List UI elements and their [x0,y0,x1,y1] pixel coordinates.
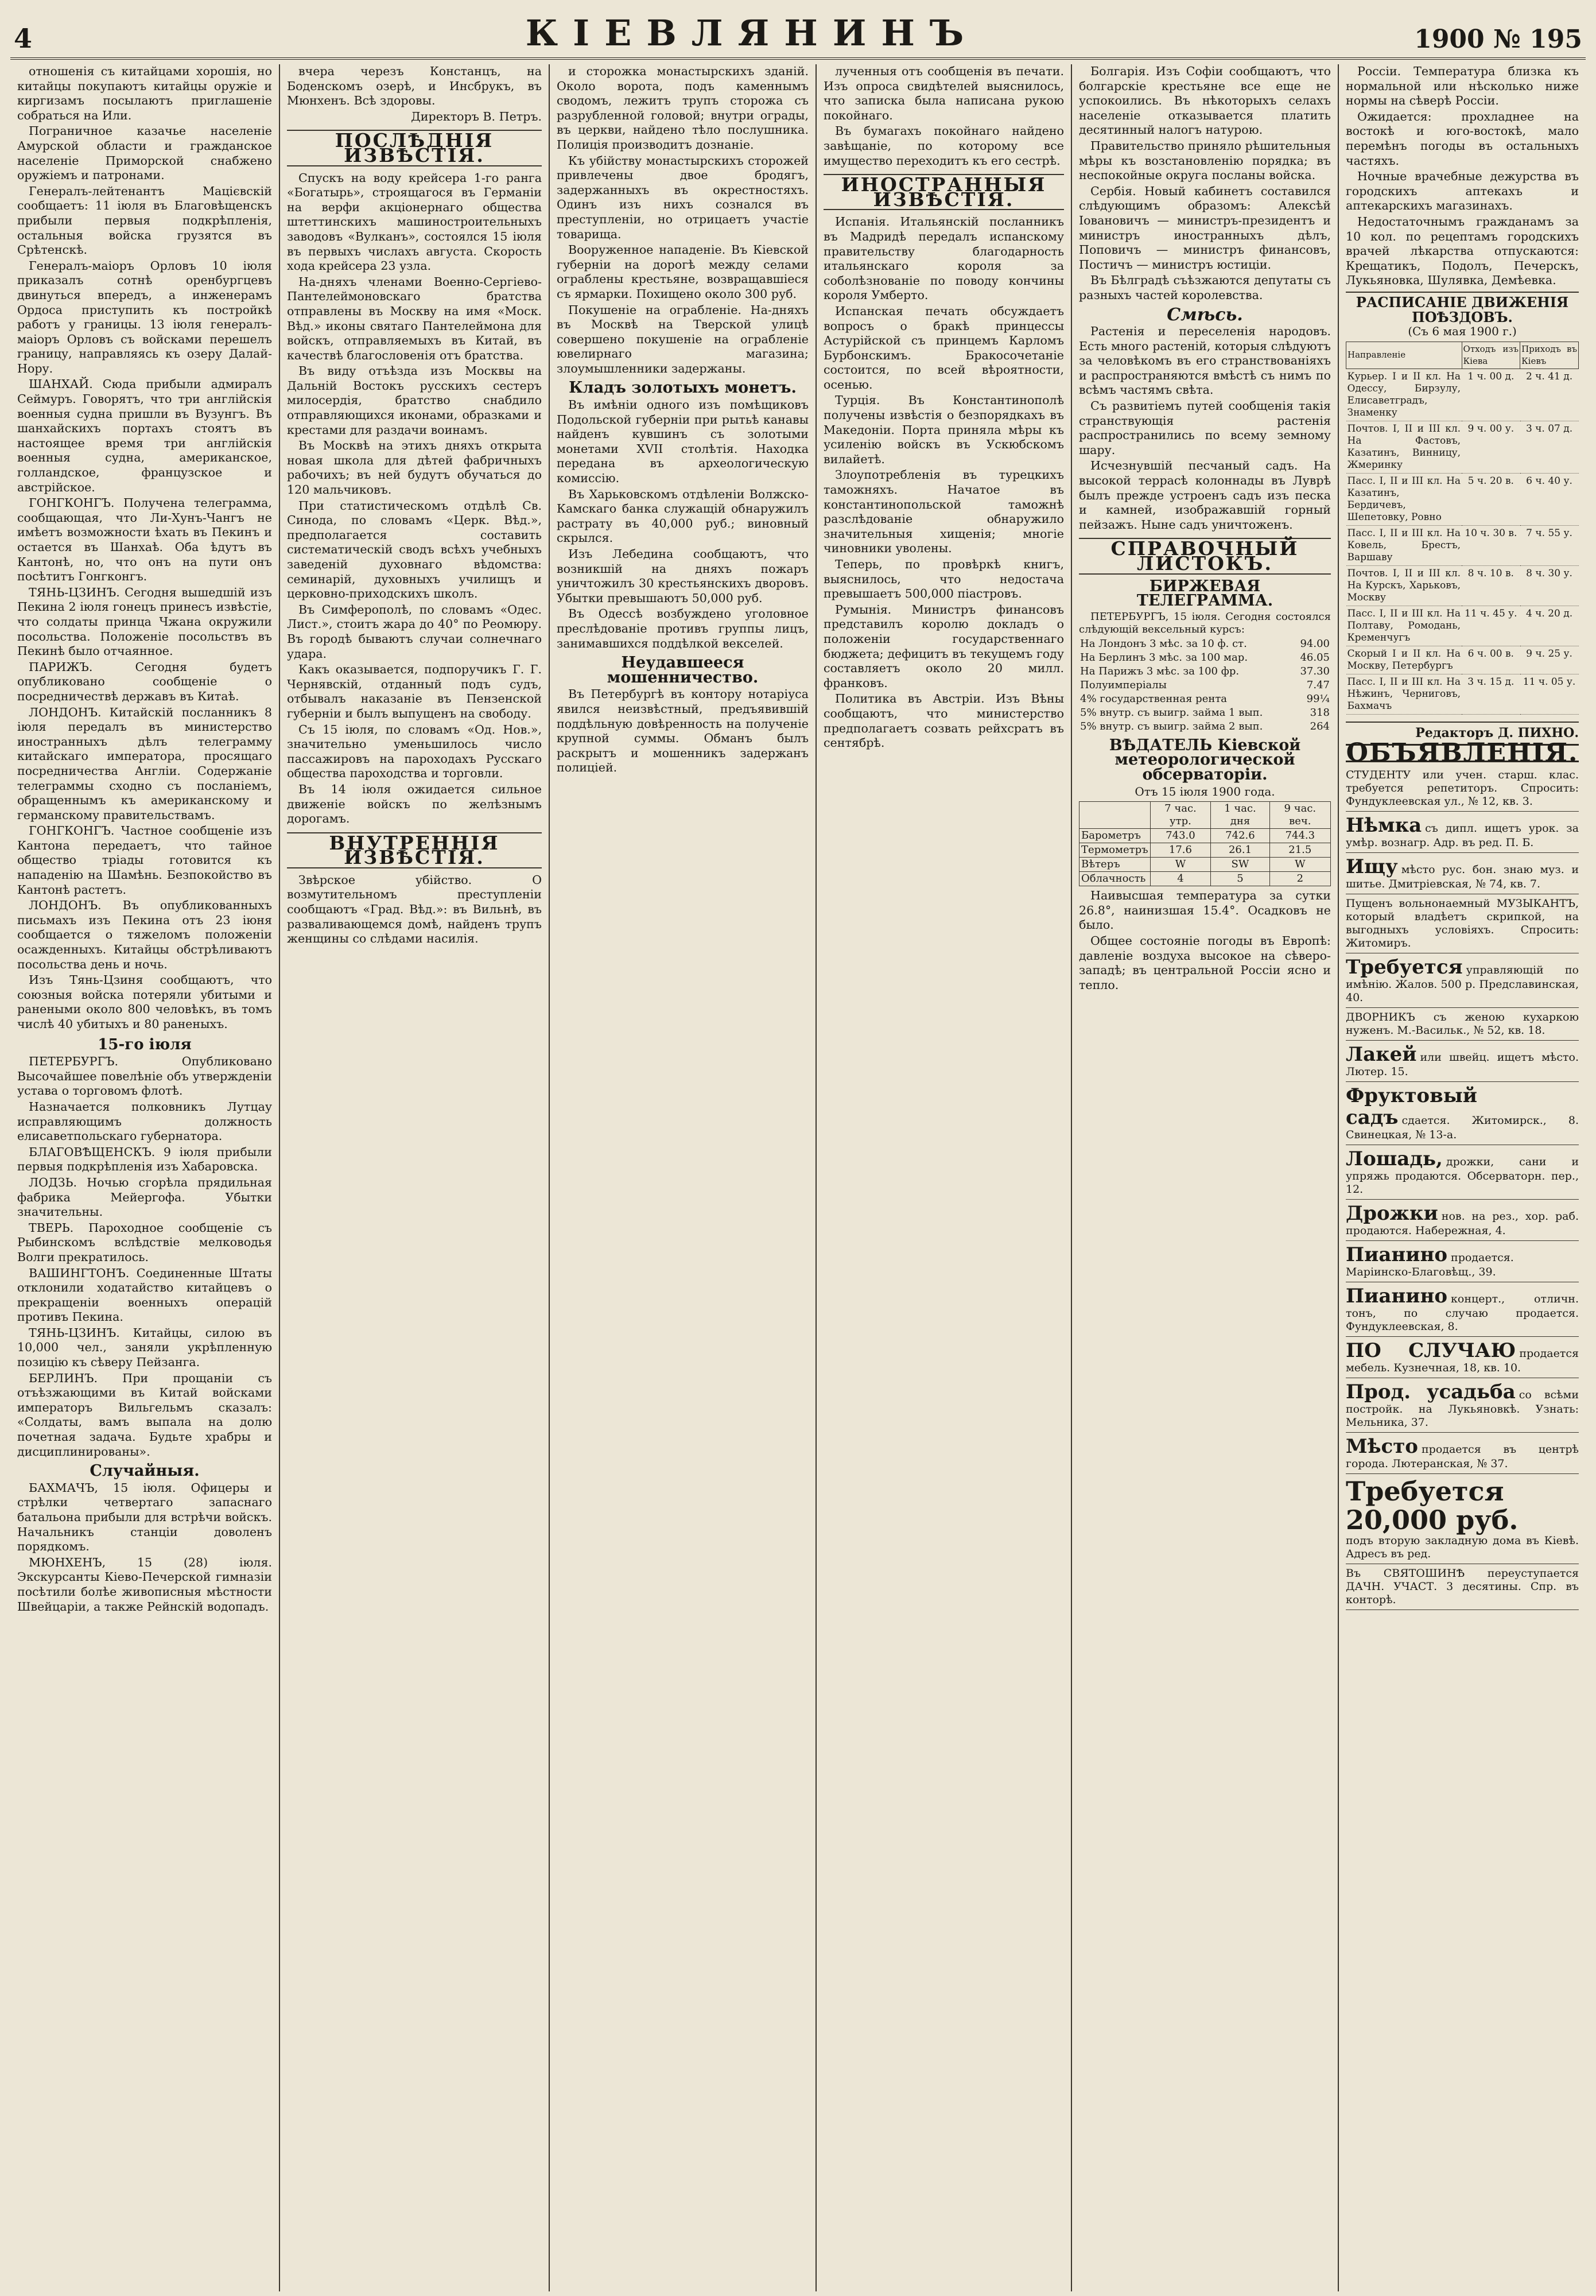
exchange-item: 4% государственная рента [1080,692,1228,705]
departure-time: 8 ч. 10 в. [1462,565,1520,606]
article-paragraph: Въ Симферополѣ, по словамъ «Одес. Лист.», стоитъ жара до 40° по Реомюру. Въ городѣ бываютъ случаи солнечнаго удара. [287,602,542,661]
article-paragraph: Въ Петербургѣ въ контору нотаріуса явился неизвѣстный, предъявившій поддѣльную довѣренность на полученіе крупной суммы. Обманъ былъ раскрытъ и мошенникъ задержанъ полиціей. [557,687,809,775]
ad-text: или швейц. ищетъ мѣсто. Лютер. 15. [1346,1050,1579,1078]
train-route: Пасс. I, II и III кл. На Нѣжинъ, Черниговъ, Бахмачъ [1346,674,1462,714]
col4-articles-top [824,64,1064,168]
classified-ad [1346,1337,1579,1378]
arrival-time: 8 ч. 30 у. [1520,565,1579,606]
subheading-treasure: Кладъ золотыхъ монетъ. [569,379,797,397]
timetable-row [1346,606,1579,646]
ad-headline: Лакей [1346,1042,1417,1066]
weather-value: 2 [1269,872,1330,886]
exchange-rate: 264 [1310,720,1330,732]
column-2 [280,64,550,2291]
exchange-rate: 318 [1310,706,1330,719]
timetable-row [1346,369,1579,421]
timetable-col-header: Направленіе [1346,342,1462,369]
timetable-row [1346,674,1579,714]
arrival-time: 3 ч. 07 д. [1520,421,1579,473]
article-paragraph: Турція. Въ Константинополѣ получены извѣстія о безпорядкахъ въ Македоніи. Порта приняла мѣры къ усиленію войскъ въ Ускюбскомъ вилайетѣ. [824,393,1064,466]
weather-table [1079,801,1331,886]
departure-time: 10 ч. 30 в. [1462,525,1520,565]
classified-ad [1346,1433,1579,1474]
article-paragraph: ЛОДЗЬ. Ночью сгорѣла прядильная фабрика Мейергофа. Убытки значительны. [17,1175,272,1219]
col1-articles [17,64,272,1032]
col2-domestic [287,873,542,947]
exchange-row [1079,720,1331,734]
train-timetable [1346,342,1579,715]
article-paragraph: ВАШИНГТОНЪ. Соединенные Штаты отклонили ходатайство китайцевъ о прекращеніи военныхъ операцій противъ Пекина. [17,1266,272,1324]
train-route: Пасс. I, II и III кл. На Полтаву, Ромодань, Кременчугъ [1346,606,1462,646]
article-paragraph: Испанія. Итальянскій посланникъ въ Мадридѣ передалъ испанскому правительству благодарность итальянскаго короля за соболѣзнованіе по поводу кончины короля Умберто. [824,215,1064,302]
signature: Директоръ В. Петръ. [411,109,542,123]
exchange-item: Полуимперіалы [1080,678,1167,691]
article-text: вчера черезъ Констанцъ, на Боденскомъ озерѣ, и Инсбрукъ, въ Мюнхенъ. Всѣ здоровы. [287,64,542,108]
article-paragraph: Къ убійству монастырскихъ сторожей привлечены двое бродягъ, задержанныхъ въ окрестностяхъ. Одинъ изъ нихъ сознался въ преступленіи, но отрицаетъ участіе товарища. [557,153,809,241]
col1-telegrams [17,1054,272,1459]
article-paragraph: Въ бумагахъ покойнаго найдено завѣщаніе, по которому все имущество переходитъ къ его сестрѣ. [824,124,1064,168]
issue-number: 1900 № 195 [1414,25,1582,54]
article-paragraph: Исчезнувшій песчаный садъ. На высокой террасѣ колоннады въ Луврѣ былъ прежде устроенъ садъ изъ песка и камней, изображавшій горный пейзажъ. Ныне садъ уничтоженъ. [1079,459,1331,532]
article-paragraph: Политика въ Австріи. Изъ Вѣны сообщаютъ, что министерство предполагаетъ созвать рейхсратъ въ сентябрѣ. [824,692,1064,750]
ad-text: СТУДЕНТУ или учен. старш. клас. требуется репетиторъ. Спросить: Фундуклеевская ул., № 12, кв. 3. [1346,768,1579,808]
exchange-row [1079,665,1331,678]
exchange-item: 5% внутр. съ выигр. займа 2 вып. [1080,720,1263,732]
weather-value: 743.0 [1150,829,1211,843]
ad-headline: Фруктовый садъ [1346,1084,1478,1129]
article-paragraph: На-дняхъ членами Военно-Сергіево-Пантелеймоновскаго братства отправлены въ Москву на имя «Моск. Вѣд.» иконы святаго Пантелеймона для войскъ, отправляемыхъ въ Китай, въ качествѣ благословенія отъ братства. [287,274,542,362]
train-route: Курьер. I и II кл. На Одессу, Бирзулу, Елисаветградъ, Знаменку [1346,369,1462,421]
editor-signature: Редакторъ Д. ПИХНО. [1346,722,1579,741]
section-heading-sluchainye: Случайныя. [90,1462,200,1480]
article-paragraph: Болгарія. Изъ Софіи сообщаютъ, что болгарскіе крестьяне все еще не успокоились. Въ нѣкоторыхъ селахъ населеніе отказывается платить десятинный налогъ натурою. [1079,64,1331,137]
article-paragraph: Съ 15 іюля, по словамъ «Од. Нов.», значительно уменьшилось число пассажировъ на пароходахъ Русскаго общества пароходства и торговли. [287,722,542,781]
article-paragraph: Какъ оказывается, подпоручикъ Г. Г. Чернявскій, отданный подъ судъ, отбывалъ наказаніе въ Пензенской губерніи и былъ выпущенъ на свободу. [287,662,542,720]
ad-headline: Мѣсто [1346,1434,1418,1458]
ad-headline: Ищу [1346,855,1398,878]
weather-param: Облачность [1079,872,1151,886]
section-heading-domestic-news: ВНУТРЕННІЯ ИЗВѢСТІЯ. [287,832,542,868]
ad-text: ДВОРНИКЪ съ женою кухаркою нуженъ. М.-Васильк., № 52, кв. 18. [1346,1010,1579,1037]
timetable-row [1346,473,1579,525]
article-paragraph: Наивысшая температура за сутки 26.8°, наинизшая 15.4°. Осадковъ не было. [1079,889,1331,932]
article-paragraph: ШАНХАЙ. Сюда прибыли адмиралъ Сеймуръ. Говорятъ, что три англійскія военныя судна пришли въ Вузунгъ. Въ шанхайскихъ портахъ стоятъ въ настоящее время три англійскія военныя судна, американское, голландское, французское и австрійское. [17,377,272,494]
ad-dacha: Въ СВЯТОШИНѢ переуступается ДАЧН. УЧАСТ. 3 десятины. Спр. въ конторѣ. [1346,1564,1579,1610]
weather-param: Вѣтеръ [1079,858,1151,872]
arrival-time: 9 ч. 25 у. [1520,646,1579,674]
article-paragraph: ТЯНЬ-ЦЗИНЪ. Сегодня вышедшій изъ Пекина 2 іюля гонецъ принесъ извѣстіе, что солдаты принца Чжана окружили посольства. Положеніе посольствъ въ Пекинѣ было отчаянное. [17,585,272,658]
ad-headline: Требуется [1346,955,1463,979]
departure-time: 1 ч. 00 д. [1462,369,1520,421]
article-paragraph: и сторожка монастырскихъ зданій. Около ворота, подъ каменнымъ сводомъ, лежитъ трупъ сторожа съ разрубленной головой; внутри ограды, въ церкви, найдено тѣло послушника. Полиція производитъ дознаніе. [557,64,809,152]
column-1 [10,64,280,2291]
weather-col-header: 1 час. дня [1211,802,1269,829]
masthead [10,9,1586,60]
ad-text: управляющій по имѣнію. Жалов. 500 р. Предславинская, 40. [1346,963,1579,1004]
ad-text: концерт., отличн. тонъ, по случаю продается. Фундуклеевская, 8. [1346,1292,1579,1333]
article-paragraph: Въ имѣніи одного изъ помѣщиковъ Подольской губерніи при рытьѣ канавы найденъ кувшинъ съ золотыми монетами XVII столѣтія. Находка передана въ археологическую комиссію. [557,398,809,486]
exchange-table [1079,637,1331,734]
classified-ad [1346,894,1579,953]
article-paragraph: Румынія. Министръ финансовъ представилъ королю докладъ о положеніи государственнаго бюджета; дефицитъ въ текущемъ году составляетъ около 20 милл. франковъ. [824,602,1064,690]
ad-loan-headline: Требуется 20,000 руб. [1346,1475,1519,1535]
col6-pharmacy [1346,169,1579,288]
ad-text: со всѣми постройк. на Лукьяновкѣ. Узнать: Мельника, 37. [1346,1388,1579,1429]
col5-weather-notes [1079,889,1331,992]
weather-col-header: 7 час. утр. [1150,802,1211,829]
timetable-title: РАСПИСАНІЕ ДВИЖЕНІЯ ПОѢЗДОВЪ. [1346,292,1579,324]
classified-ad [1346,1282,1579,1337]
ad-text: съ дипл. ищетъ урок. за умѣр. вознагр. Адр. въ ред. П. Б. [1346,821,1579,849]
col2-articles [287,171,542,827]
article-paragraph: Изъ Тянь-Цзиня сообщаютъ, что союзныя войска потеряли убитыми и ранеными около 800 человѣкъ, въ томъ числѣ 40 убитыхъ и 80 раненыхъ. [17,973,272,1031]
exchange-row [1079,637,1331,651]
exchange-item: На Лондонъ 3 мѣс. за 10 ф. ст. [1080,637,1247,650]
train-route: Скорый I и II кл. На Москву, Петербургъ [1346,646,1462,674]
weather-value: 744.3 [1269,829,1330,843]
arrival-time: 7 ч. 55 у. [1520,525,1579,565]
article-paragraph: ЛОНДОНЪ. Въ опубликованныхъ письмахъ изъ Пекина отъ 23 іюня сообщается о тяжеломъ положеніи осажденныхъ. Китайцы обстрѣливаютъ посольства день и ночь. [17,898,272,971]
article-paragraph: лученныя отъ сообщенія въ печати. Изъ опроса свидѣтелей выяснилось, что записка была написана рукою покойнаго. [824,64,1064,122]
observatory-date: Отъ 15 іюля 1900 года. [1135,784,1275,798]
timetable-subtitle: (Съ 6 мая 1900 г.) [1408,324,1517,339]
ad-headline: ПО СЛУЧАЮ [1346,1339,1516,1362]
col1-sluchainye [17,1481,272,1614]
exchange-item: 5% внутр. съ выигр. займа 1 вып. [1080,706,1263,719]
col3-articles-b [557,398,809,651]
ad-text: продается мебель. Кузнечная, 18, кв. 10. [1346,1347,1579,1374]
weather-col-header: 9 час. веч. [1269,802,1330,829]
article-paragraph: Вооруженное нападеніе. Въ Кіевской губерніи на дорогѣ между селами ограблены крестьяне, возвращавшіеся съ ярмарки. Похищено около 300 руб. [557,243,809,301]
article-paragraph: Сербія. Новый кабинетъ составился слѣдующимъ образомъ: Алексѣй Іовановичъ — министръ-президентъ и министръ иностранныхъ дѣлъ, Поповичъ — министръ финансовъ, Постичъ — министръ юстиціи. [1079,184,1331,272]
ad-text: нов. на рез., хор. раб. продаются. Набережная, 4. [1346,1209,1579,1237]
subheading-observatory: ВѢДАТЕЛЬ Кіевской метеорологической обсерваторіи. [1109,736,1301,784]
article-paragraph: Въ 14 іюля ожидается сильное движеніе войскъ по желѣзнымъ дорогамъ. [287,782,542,826]
article-paragraph: Спускъ на воду крейсера 1-го ранга «Богатырь», строящагося въ Германіи на верфи акціонернаго общества штеттинскихъ машиностроительныхъ заводовъ «Вулканъ», состоялся 15 іюля въ первыхъ числахъ августа. Скорость хода крейсера 23 узла. [287,170,542,273]
weather-col-header [1079,802,1151,829]
weather-value: 17.6 [1150,843,1211,858]
train-route: Пасс. I, II и III кл. На Казатинъ, Бердичевъ, Шепетовку, Ровно [1346,473,1462,525]
ad-headline: Лошадь, [1346,1147,1443,1170]
article-paragraph: Съ развитіемъ путей сообщенія такія странствующія растенія распространились по всему земному шару. [1079,399,1331,457]
article-paragraph: БЕРЛИНЪ. При прощаніи съ отъѣзжающими въ Китай войсками императоръ Вильгельмъ сказалъ: «Солдаты, вамъ выпала на долю почетная задача. Будьте храбры и дисциплинированы». [17,1371,272,1459]
exchange-rate: 46.05 [1300,651,1330,664]
classified-ad [1346,1041,1579,1082]
weather-row [1079,829,1331,843]
col5-smes [1079,324,1331,532]
column-5 [1072,64,1339,2291]
exchange-rate: 99¼ [1306,692,1330,705]
article-paragraph: Испанская печать обсуждаетъ вопросъ о бракѣ принцессы Астурійской съ принцемъ Карломъ Бурбонскимъ. Бракосочетаніе состоится, по всей вѣроятности, осенью. [824,304,1064,391]
ad-loan [1346,1474,1579,1564]
classified-ad [1346,1241,1579,1282]
column-3 [550,64,817,2291]
col4-articles [824,215,1064,750]
col3-articles [557,64,809,376]
article-paragraph: Звѣрское убійство. О возмутительномъ преступленіи сообщаютъ «Град. Вѣд.»: въ Вильнѣ, въ разваливающемся домѣ, найденъ трупъ женщины со слѣдами насилія. [287,872,542,946]
classified-ad [1346,953,1579,1008]
subheading-fraud: Неудавшееся мошенничество. [607,654,759,687]
timetable-row [1346,646,1579,674]
article-paragraph: Теперь, по провѣркѣ книгъ, выяснилось, что недостача превышаетъ 500,000 піастровъ. [824,557,1064,601]
article-paragraph: Въ Бѣлградѣ съѣзжаются депутаты съ разныхъ частей королевства. [1079,273,1331,302]
article-paragraph: Генералъ-маіоръ Орловъ 10 іюля приказалъ сотнѣ оренбургцевъ двинуться впередъ, а инженерамъ Ордоса приступить къ постройкѣ работъ у границы. 13 іюля генералъ-маіоръ Орловъ съ войсками перешелъ границу, направляясь къ озеру Далай-Нору. [17,258,272,375]
ad-headline: Прод. усадьба [1346,1380,1516,1403]
weather-param: Барометръ [1079,829,1151,843]
article-paragraph: Въ виду отъѣзда изъ Москвы на Дальній Востокъ русскихъ сестеръ милосердія, братство снабдило отправляющихся иконами, образками и крестами для раздачи воинамъ. [287,364,542,437]
exchange-row [1079,651,1331,665]
exchange-item: На Парижъ 3 мѣс. за 100 фр. [1080,665,1240,677]
exchange-row [1079,678,1331,692]
ad-text: сдается. Житомирск., 8. Свинецкая, № 13-а. [1346,1114,1579,1141]
article-paragraph: ПАРИЖЪ. Сегодня будетъ опубликовано сообщеніе о посредничествѣ державъ въ Китаѣ. [17,660,272,703]
weather-value: SW [1211,858,1269,872]
ad-loan-text: подъ вторую закладную дома въ Кіевѣ. Адресъ въ ред. [1346,1534,1579,1560]
classified-ad [1346,1378,1579,1433]
column-6 [1339,64,1586,2291]
departure-time: 5 ч. 20 в. [1462,473,1520,525]
newspaper-title: КІЕВЛЯНИНЪ [525,12,979,54]
article-paragraph: Россіи. Температура близка къ нормальной или нѣсколько ниже нормы на сѣверѣ Россіи. [1346,64,1579,108]
train-route: Почтов. I, II и III кл. На Фастовъ, Казатинъ, Винницу, Жмеринку [1346,421,1462,473]
weather-row [1079,872,1331,886]
exchange-rate: 7.47 [1306,678,1330,691]
classified-ad [1346,1082,1579,1145]
arrival-time: 2 ч. 41 д. [1520,369,1579,421]
exchange-item: На Берлинъ 3 мѣс. за 100 мар. [1080,651,1248,664]
ad-text: продается. Маріинско-Благовѣщ., 39. [1346,1251,1514,1278]
weather-value: W [1269,858,1330,872]
section-heading-latest-news: ПОСЛѢДНІЯ ИЗВѢСТІЯ. [287,130,542,166]
article-paragraph: Генералъ-лейтенантъ Мацієвскій сообщаетъ: 11 іюля въ Благовѣщенскъ прибыли первыя подкрѣпленія, остальныя войска грузятся въ Срѣтенскѣ. [17,184,272,257]
classified-ad [1346,1145,1579,1200]
column-4 [817,64,1072,2291]
exchange-rate: 37.30 [1300,665,1330,677]
classified-ads [1346,766,1579,1474]
section-heading-foreign-news: ИНОСТРАННЫЯ ИЗВѢСТІЯ. [824,174,1064,210]
ad-text: Пущенъ вольнонаемный МУЗЫКАНТЪ, который владѣетъ скрипкой, на выгодныхъ условіяхъ. Спросить: Житомиръ. [1346,897,1579,949]
article-paragraph: ГОНГКОНГЪ. Получена телеграмма, сообщающая, что Ли-Хунъ-Чангъ не имѣетъ возможности ѣхать въ Пекинъ и остается въ Шанхаѣ. Оба ѣдутъ въ Кантонѣ, но, что онъ на пути онъ посѣтитъ Гонгконгъ. [17,496,272,584]
article-paragraph: Правительство приняло рѣшительныя мѣры къ возстановленію порядка; въ неспокойные округа посланы войска. [1079,138,1331,183]
article-paragraph: БЛАГОВѢЩЕНСКЪ. 9 іюля прибыли первыя подкрѣпленія изъ Хабаровска. [17,1145,272,1174]
col3-articles-c [557,687,809,775]
article-paragraph: Назначается полковникъ Лутцау исправляющимъ должность елисаветпольскаго губернатора. [17,1099,272,1143]
ad-text: мѣсто рус. бон. знаю муз. и шитье. Дмитріевская, № 74, кв. 7. [1346,863,1579,890]
weather-value: 21.5 [1269,843,1330,858]
timetable-row [1346,421,1579,473]
ad-headline: Дрожки [1346,1201,1438,1225]
article-paragraph: Ночные врачебные дежурства въ городскихъ аптекахъ и аптекарскихъ магазинахъ. [1346,169,1579,213]
timetable-row [1346,565,1579,606]
article-paragraph: ТЯНЬ-ЦЗИНЪ. Китайцы, силою въ 10,000 чел., заняли укрѣпленную позицію къ сѣверу Пейзанга. [17,1325,272,1370]
article-paragraph: БАХМАЧЪ, 15 іюля. Офицеры и стрѣлки четвертаго запаснаго батальона прибыли для встрѣчи войскъ. Начальникъ станціи доволенъ порядкомъ. [17,1480,272,1554]
article-paragraph: Ожидается: прохладнее на востокѣ и юго-востокѣ, мало перемѣнъ погоды въ остальныхъ частяхъ. [1346,109,1579,168]
classified-ad [1346,812,1579,853]
article-paragraph: Въ Москвѣ на этихъ дняхъ открыта новая школа для дѣтей фабричныхъ рабочихъ; въ ней будутъ обучаться до 120 мальчиковъ. [287,439,542,497]
classified-ad [1346,853,1579,894]
exchange-row [1079,706,1331,720]
article-paragraph: Злоупотребленія въ турецкихъ таможняхъ. Начатое въ константинопольской таможнѣ разслѣдованіе обнаружило значительныя хищенія; многіе чиновники уволены. [824,468,1064,556]
weather-value: 5 [1211,872,1269,886]
ad-text: продается въ центрѣ города. Лютеранская, № 37. [1346,1442,1579,1470]
subheading-exchange: БИРЖЕВАЯ ТЕЛЕГРАММА. [1136,577,1273,610]
ad-headline: Пианино [1346,1284,1448,1308]
article-paragraph: Общее состояніе погоды въ Европѣ: давленіе воздуха высокое на сѣверо-западѣ; въ центральной Россіи ясно и тепло. [1079,933,1331,992]
classified-ad [1346,1008,1579,1041]
departure-time: 3 ч. 15 д. [1462,674,1520,714]
article-paragraph: МЮНХЕНЪ, 15 (28) іюля. Экскурсанты Кіево-Печерской гимназіи посѣтили болѣе живописныя мѣстности Швейцаріи, а также Рейнскій водопадъ. [17,1555,272,1614]
ad-text: дрожки, сани и упряжь продаются. Обсерваторн. пер., 12. [1346,1155,1579,1196]
article-paragraph: ГОНГКОНГЪ. Частное сообщеніе изъ Кантона передаетъ, что тайное общество тріады готовится къ нападенію на Шамѣнь. Безпокойство въ Кантонѣ растетъ. [17,824,272,897]
weather-value: W [1150,858,1211,872]
article-paragraph: Изъ Лебедина сообщаютъ, что возникшій на дняхъ пожаръ уничтожилъ 30 крестьянскихъ дворовъ. Убытки превышаютъ 50,000 руб. [557,547,809,605]
train-route: Пасс. I, II и III кл. На Ковель, Брестъ, Варшаву [1346,525,1462,565]
weather-value: 26.1 [1211,843,1269,858]
date-heading: 15-го іюля [98,1035,192,1053]
article-paragraph: ПЕТЕРБУРГЪ. Опубликовано Высочайшее повелѣніе объ утвержденіи устава о торговомъ флотѣ. [17,1054,272,1098]
article-paragraph: Въ Одессѣ возбуждено уголовное преслѣдованіе противъ группы лицъ, занимавшихся поддѣлкой векселей. [557,607,809,650]
timetable-col-header: Приходъ въ Кіевъ [1520,342,1579,369]
article-paragraph: ЛОНДОНЪ. Китайскій посланникъ 8 іюля передалъ въ министерство иностранныхъ дѣлъ телеграмму китайскаго императора, просящаго посредничества Англіи. Содержаніе телеграммы сходно съ посланіемъ, обращеннымъ къ американскому и германскому правительствамъ. [17,705,272,822]
section-heading-reference: СПРАВОЧНЫЙ ЛИСТОКЪ. [1079,538,1331,574]
arrival-time: 11 ч. 05 у. [1520,674,1579,714]
exchange-rate: 94.00 [1300,637,1330,650]
ads-heading: ОБЪЯВЛЕНІЯ. [1346,738,1579,768]
article-paragraph: Пограничное казачье населеніе Амурской области и гражданское населеніе Приморской снабжено оружіемъ и патронами. [17,124,272,183]
weather-param: Термометръ [1079,843,1151,858]
article-paragraph: отношенія съ китайцами хорошія, но китайцы покупаютъ китайцы оружіе и киргизамъ посылаютъ приглашеніе собраться на Или. [17,64,272,122]
ad-headline: Нѣмка [1346,813,1422,837]
arrival-time: 4 ч. 20 д. [1520,606,1579,646]
classified-ad [1346,1200,1579,1241]
article-paragraph: ТВЕРЬ. Пароходное сообщеніе съ Рыбинскомъ вслѣдствіе мелководья Волги прекратилось. [17,1220,272,1264]
timetable-col-header: Отходъ изъ Кіева [1462,342,1520,369]
weather-row [1079,843,1331,858]
departure-time: 11 ч. 45 у. [1462,606,1520,646]
ad-headline: Пианино [1346,1243,1448,1266]
article-paragraph: Покушеніе на ограбленіе. На-дняхъ въ Москвѣ на Тверской улицѣ совершено покушеніе на ограбленіе ювелирнаго магазина; злоумышленники задержаны. [557,302,809,375]
classified-ad [1346,766,1579,812]
arrival-time: 6 ч. 40 у. [1520,473,1579,525]
weather-value: 4 [1150,872,1211,886]
exchange-intro: ПЕТЕРБУРГЪ, 15 іюля. Сегодня состоялся слѣдующій вексельный курсъ: [1079,610,1331,635]
weather-value: 742.6 [1211,829,1269,843]
train-route: Почтов. I, II и III кл. На Курскъ, Харьковъ, Москву [1346,565,1462,606]
article-paragraph: Растенія и переселенія народовъ. Есть много растеній, которыя слѣдуютъ за человѣкомъ въ его странствованіяхъ и распространяются вмѣстѣ съ нимъ по всѣмъ частямъ свѣта. [1079,324,1331,397]
weather-row [1079,858,1331,872]
exchange-row [1079,692,1331,706]
departure-time: 6 ч. 00 в. [1462,646,1520,674]
timetable-row [1346,525,1579,565]
article-paragraph: При статистическомъ отдѣлѣ Св. Синода, по словамъ «Церк. Вѣд.», предполагается составить систематическій сводъ всѣхъ учебныхъ заведеній духовнаго вѣдомства: семинарій, духовныхъ училищъ и церковно-приходскихъ школъ. [287,498,542,601]
section-heading-smes: Смѣсь. [1167,304,1243,325]
departure-time: 9 ч. 00 у. [1462,421,1520,473]
page-number: 4 [14,23,33,54]
article-paragraph: Недостаточнымъ гражданамъ за 10 кол. по рецептамъ городскихъ врачей лѣкарства отпускаются: Крещатикъ, Подолъ, Печерскъ, Лукьяновка, Шулявка, Демѣевка. [1346,214,1579,288]
col5-articles [1079,64,1331,303]
col6-weather [1346,64,1579,168]
article-paragraph: Въ Харьковскомъ отдѣленіи Волжско-Камскаго банка служащій обнаружилъ растрату въ 40,000 руб.; виновный скрылся. [557,487,809,545]
